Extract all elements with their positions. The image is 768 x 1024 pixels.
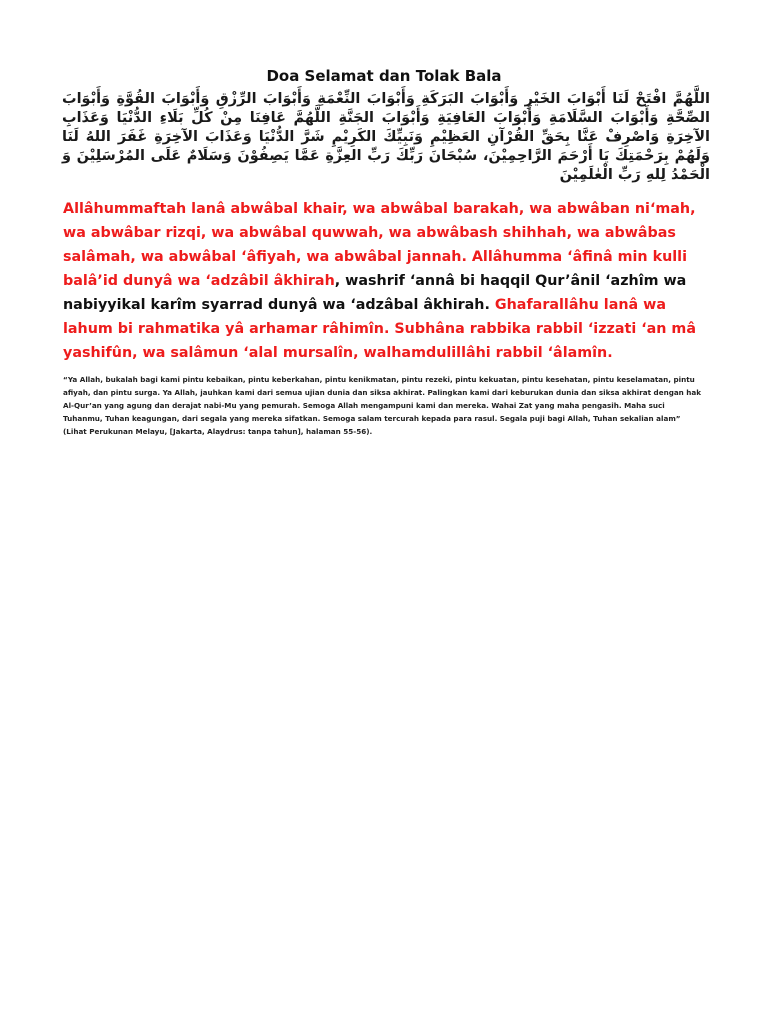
transliteration-segment-1: Allâhummaftah lanâ abwâbal khair, wa abwâbal barakah, wa abwâban ni‘mah, wa abwâbar rizqi, wa abwâbal quwwah, wa abwâbash shihhah, wa abwâbas salâmah, wa abwâbal ‘âfiyah, wa abwâbal jannah. Allâhumma ‘âfinâ min kulli balâ’id dunyâ wa ‘adzâbil âkhirah [63, 201, 696, 289]
transliteration-segment-3: Ghafarallâhu lanâ wa lahum bi rahmatika yâ arhamar râhimîn. Subhâna rabbika rabbil ‘izzati ‘an mâ yashifûn, wa salâmun ‘alal mursalîn, walhamdulillâhi rabbil ‘âlamîn. [63, 297, 696, 361]
latin-transliteration [63, 197, 703, 365]
document-title: Doa Selamat dan Tolak Bala [266, 67, 502, 85]
transliteration-segment-2: , washrif ‘annâ bi haqqil Qur’ânil ‘azhîm wa nabiyyikal karîm syarrad dunyâ wa ‘adzâbal âkhirah. [63, 273, 687, 313]
translation-paragraph: “Ya Allah, bukalah bagi kami pintu kebaikan, pintu keberkahan, pintu kenikmatan, pintu rezeki, pintu kekuatan, pintu kesehatan, pintu keselamatan, pintu afiyah, dan pintu surga. Ya Allah, jauhkan kami dari semua ujian dunia dan siksa akhirat. Palingkan kami dari keburukan dunia dan siksa akhirat dengan hak Al-Qur’an yang agung dan derajat nabi-Mu yang pemurah. Semoga Allah mengampuni kami dan mereka. Wahai Zat yang maha pengasih. Maha suci Tuhanmu, Tuhan keagungan, dari segala yang mereka sifatkan. Semoga salam tercurah kepada para rasul. Segala puji bagi Allah, Tuhan sekalian alam” (Lihat Perukunan Melayu, [Jakarta, Alaydrus: tanpa tahun], halaman 55-56). [63, 375, 702, 436]
arabic-prayer-text: اللَّهُمَّ افْتَحْ لَنَا أَبْوَابَ الخَيْرِ وَأَبْوَابَ البَرَكَةِ وَأَبْوَابَ النِّعْمَةِ وَأَبْوَابَ الرِّزْقِ وَأَبْوَابَ القُوَّةِ وَأَبْوَابَ الصِّحَّةِ وَأَبْوَابَ السَّلَامَةِ وَأَبْوَابَ العَافِيَةِ وَأَبْوَابَ الجَنَّةِ اللَّهُمَّ عَافِنَا مِنْ كُلِّ بَلَاءِ الدُّنْيَا وَعَذَابِ الآخِرَةِ وَاصْرِفْ عَنَّا بِحَقِّ القُرْآنِ العَظِيْمِ وَنَبِيِّكَ الكَرِيْمِ شَرَّ الدُّنْيَا وَعَذَابَ الآخِرَةِ غَفَرَ اللهُ لَنَا وَلَهُمْ بِرَحْمَتِكَ يَا أَرْحَمَ الرَّاحِمِيْنَ، سُبْحَانَ رَبِّكَ رَبِّ العِزَّةِ عَمَّا يَصِفُوْنَ وَسَلَامٌ عَلَى المُرْسَلِيْنَ وَ الْحَمْدُ لِلهِ رَبِّ الْعٰلَمِيْنَ [62, 91, 710, 183]
